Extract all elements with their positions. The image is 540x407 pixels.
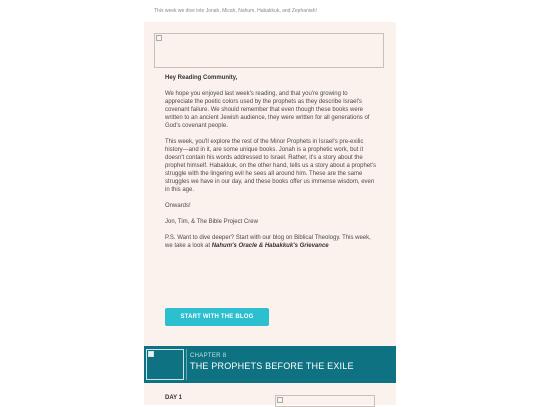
signature: Jon, Tim, & The Bible Project Crew [165,219,258,225]
paragraph-1: We hope you enjoyed last week's reading, and that you're growing to appreciate the poetic colors used by the prophets as they describe Israel's covenant failure. We should remember that even though these books were written to an ancient Jewish audience, they were written for all generations of God's covenant people. [165,91,370,129]
postscript [165,234,377,250]
ps-link[interactable]: Nahum's Oracle & Habakkuk's Grievance [211,243,329,249]
start-blog-button[interactable]: START WITH THE BLOG [165,308,269,326]
day-image [275,395,375,407]
broken-image-icon [148,351,154,357]
chapter-image [146,349,184,380]
broken-image-icon [277,397,283,403]
greeting: Hey Reading Community, [165,75,238,81]
chapter-label: CHAPTER 8 [190,353,227,359]
closing: Onwards! [165,203,191,209]
ps-text: P.S. Want to dive deeper? Start with our blog on Biblical Theology. This week, we take a look at [165,235,371,249]
hero-image [154,33,384,68]
preheader-text: This week we dive into Jonah, Micah, Nahum, Habakkuk, and Zephaniah! [154,8,317,14]
chapter-title: THE PROPHETS BEFORE THE EXILE [190,361,354,371]
chapter-divider [186,349,187,380]
broken-image-icon [156,35,162,41]
email-card [144,22,396,405]
chapter-banner [144,346,396,383]
email-body [165,74,377,258]
day-label: DAY 1 [165,395,183,401]
paragraph-2: This week, you'll explore the rest of the Minor Prophets in Israel's pre-exilic history—and in it, are some unique books. Jonah is a prophetic work, but it doesn't contain his words addressed to Israel. Rather, it's a story about the prophet himself. Habakkuk, on the other hand, tells us a story about a prophet's struggle with the lingering evil he sees all around him. These are the same struggles we have in our day, and these books offer us immense wisdom, even in this age. [165,139,376,193]
